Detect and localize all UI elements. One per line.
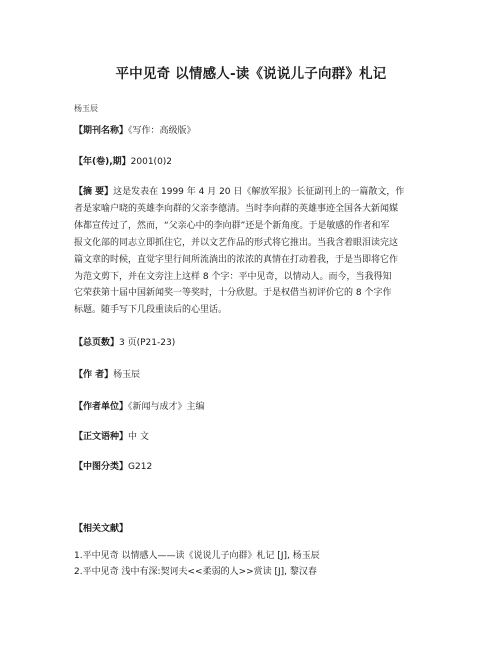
abstract-line (74, 184, 432, 201)
year-issue-label: 【年(卷),期】 (74, 157, 131, 167)
abstract-label: 【摘 要】 (74, 187, 114, 197)
abstract-line: 报文化部的同志立即抓住它，并以文艺作品的形式将它推出。当我含着眼泪读完这 (74, 237, 399, 248)
author-value: 杨玉辰 (113, 370, 141, 380)
related-literature-heading: 【相关文献】 (74, 524, 129, 534)
document-title: 平中见奇 以情感人-读《说说儿子向群》札记 (115, 66, 387, 82)
abstract-line: 标题。随手写下几段重读后的心里话。 (74, 305, 228, 316)
author-label: 【作 者】 (74, 370, 114, 380)
author-field (74, 369, 140, 381)
page-count-value: 3 页(P21-23) (119, 338, 176, 348)
language-field (74, 431, 149, 443)
language-value: 中 文 (128, 432, 149, 442)
year-issue-value: 2001(0)2 (130, 157, 173, 167)
abstract-block (74, 184, 432, 319)
related-item[interactable]: 2.平中见奇 浅中有深:契诃夫<<柔弱的人>>赏读 [J], 黎汉春 (74, 567, 317, 577)
affiliation-value: 《新闻与成才》主编 (128, 402, 205, 412)
classification-label: 【中图分类】 (74, 462, 129, 472)
page-count-field (74, 337, 175, 349)
classification-value: G212 (128, 462, 153, 472)
abstract-line: 为范文剪下，并在文旁注上这样 8 个字：平中见奇，以情动人。而今，当我得知 (74, 271, 392, 282)
abstract-line: 它荣获第十届中国新闻奖一等奖时，十分欣慰。于是权借当初评价它的 8 个字作 (74, 288, 392, 299)
affiliation-field (74, 401, 205, 413)
year-issue-field (74, 156, 172, 168)
classification-field (74, 461, 152, 473)
affiliation-label: 【作者单位】 (74, 402, 129, 412)
journal-value: 《写作：高级版》 (128, 126, 196, 136)
abstract-line: 者是家喻户晓的英雄李向群的父亲李德清。当时李向群的英雄事迹全国各大新闻媒 (74, 203, 399, 214)
abstract-line: 体都宣传过了，然而，“父亲心中的李向群”还是个新角度。于是敏感的作者和军 (74, 220, 390, 231)
abstract-line: 篇文章的时候，直觉字里行间所流淌出的浓浓的真情在打动着我，于是当即将它作 (74, 254, 399, 265)
language-label: 【正文语种】 (74, 432, 129, 442)
journal-field (74, 125, 196, 137)
journal-label: 【期刊名称】 (74, 126, 129, 136)
abstract-text: 这是发表在 1999 年 4 月 20 日《解放军报》长征副刊上的一篇散文，作 (113, 187, 405, 197)
related-item[interactable]: 1.平中见奇 以情感人——读《说说儿子向群》札记 [J], 杨玉辰 (74, 551, 320, 561)
author-byline: 杨玉辰 (74, 104, 98, 113)
page-count-label: 【总页数】 (74, 338, 120, 348)
